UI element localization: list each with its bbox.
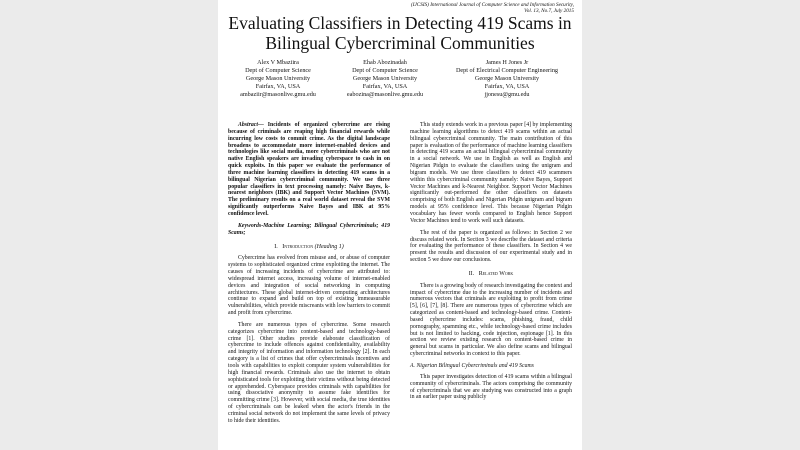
right-column [410,122,572,406]
paper-title [218,13,582,53]
subsection-heading: A. Nigerian Bilingual Cybercriminals and 419 Scams [410,363,534,369]
abstract [228,122,390,218]
paper-page [218,0,582,450]
author-2 [335,59,435,99]
author-email: ambaziir@masonlive.gmu.edu [240,91,316,98]
section-heading-introduction [228,244,390,251]
paragraph: There is a growing body of research investigating the context and impact of cybercrime due to the increasing number of incidents and numerous vectors that criminals are exploiting to profit from crime [5], [6], [7], [8]. There are numerous types of cybercrime which are categorized as content-based and technology-based crime. Content-based cybercrime includes: scams, phishing, fraud, child pornography, spamming etc., while technology-based crime includes but is not limited to hacking, code injection, espionage [1]. In this section we review existing research on content-based crime in general but scams in particular. We also define scams and bilingual cybercriminal networks in context to this paper. [410,282,572,358]
section-number: II. [468,270,475,277]
author-university: George Mason University [245,75,311,82]
keywords: Keywords-Machine Learning; Bilingual Cybercriminals; 419 Scams; [228,222,390,236]
author-name: Alex V Mbaziira [257,59,299,66]
section-heading-related-work [410,271,572,278]
author-dept: Dept of Computer Science [352,67,418,74]
author-university: George Mason University [352,75,418,82]
author-name: James H Jones Jr [485,59,529,66]
left-column [228,122,390,430]
author-email: jjonesu@gmu.edu [484,91,530,98]
author-3 [442,59,572,99]
author-1 [228,59,328,99]
paragraph: There are numerous types of cybercrime. Some research categorizes cybercrime into content-based and technology-based crime [1]. Other studies provide elaborate classification of cybercrime to include offences against confidentiality, availability and integrity of information and information technology [2]. In each category is a list of crimes that offer cybercriminals incentives and tools with capabilities to exploit computer system vulnerabilities for high financial rewards. Criminals also use the internet to obtain sophisticated tools for exploiting their victims without being detected or apprehended. Cyberspace provides criminals with capabilities for using dissociative anonymity to assume fake identifies for committing crime [3]. However, with social media, the true identities of cybercriminals can be leaked when the actor's friends in the criminal social network do not implement the same levels of privacy to hide their identities. [228,321,390,424]
section-title: Related Work [478,270,514,277]
section-note: (Heading 1) [314,243,344,250]
author-location: Fairfax, VA, USA [362,83,408,90]
section-title: Introduction [282,243,314,250]
author-location: Fairfax, VA, USA [484,83,530,90]
paragraph: This study extends work in a previous paper [4] by implementing machine learning algorithms to detect 419 scams within an actual bilingual cybercriminal community. The main contribution of this paper is evaluation of the performance of machine learning classifiers in detecting 419 scams an actual bilingual cybercriminal community in a social network. We use in English as well as English and Nigerian Pidgin to evaluate the classifiers using the unigram and bigram models. We use three classifiers to detect 419 scammers within this cybercriminal community namely: Naive Bayes, Support Vector Machines and k-Nearest Neighbor. Support Vector Machines significantly out-performed the other classifiers on datasets comprising of both English and Nigerian Pidgin unigram and bigram models at 95% confidence level. This because Nigerian Pidgin vocabulary has fewer words compared to English hence Support Vector Machines tend to work well such datasets. [410,122,572,224]
journal-name: (IJCSIS) International Journal of Computer Science and Information Security, [411,2,574,8]
title-line-1: Evaluating Classifiers in Detecting 419 Scams in [228,13,572,33]
author-dept: Dept of Electrical Computer Engineering [455,67,559,74]
author-university: George Mason University [474,75,540,82]
abstract-label: Abstract— [238,122,264,128]
author-email: eabozina@masonlive.gmu.edu [346,91,424,98]
author-location: Fairfax, VA, USA [255,83,301,90]
paragraph: This paper investigates detection of 419 scams within a bilingual community of cybercriminals. The actors comprising the community of cybercriminals that we are studying was constructed into a graph in an earlier paper using publicly [410,373,572,401]
abstract-text: Incidents of organized cybercrime are rising because of criminals are reaping high financial rewards while incurring low costs to commit crime. As the digital landscape broadens to accommodate more internet-enabled devices and technologies like social media, more cybercriminals who are not native English speakers are invading cyberspace to cash in on quick exploits. In this paper we evaluate the performance of three machine learning classifiers in detecting 419 scams in a bilingual Nigerian cybercriminal community. We use three popular classifiers in text processing namely: Naive Bayes, k-nearest neighbors (IBK) and Support Vector Machines (SVM). The preliminary results on a real world dataset reveal the SVM significantly outperforms Naive Bayes and IBK at 95% confidence level. [228,122,390,217]
paragraph: Cybercrime has evolved from misuse and, or abuse of computer systems to sophisticated organized crime exploiting the internet. The causes of increasing incidents of cybercrime are attributed to: widespread internet access, increasing volume of internet-enabled devices and integration of social networking in computing architectures. These global internet-driven computing architectures continue to expand and build on top of existing immeasurable vulnerabilities, which provide miscreants with low barriers to commit and profit from cybercrime. [228,255,390,317]
author-dept: Dept of Computer Science [245,67,311,74]
author-name: Ehab Abozinadah [363,59,407,66]
paragraph: The rest of the paper is organized as follows: in Section 2 we discuss related work. In Section 3 we describe the dataset and criteria for evaluating the performance of these classifiers. In Section 4 we present the results and discussion of our experimental study and in section 5 we draw our conclusions. [410,229,572,264]
section-number: I. [274,243,278,250]
title-line-2: Bilingual Cybercriminal Communities [265,33,535,53]
author-block [228,59,572,99]
journal-volume: Vol. 13, No.7, July 2015 [524,8,574,15]
